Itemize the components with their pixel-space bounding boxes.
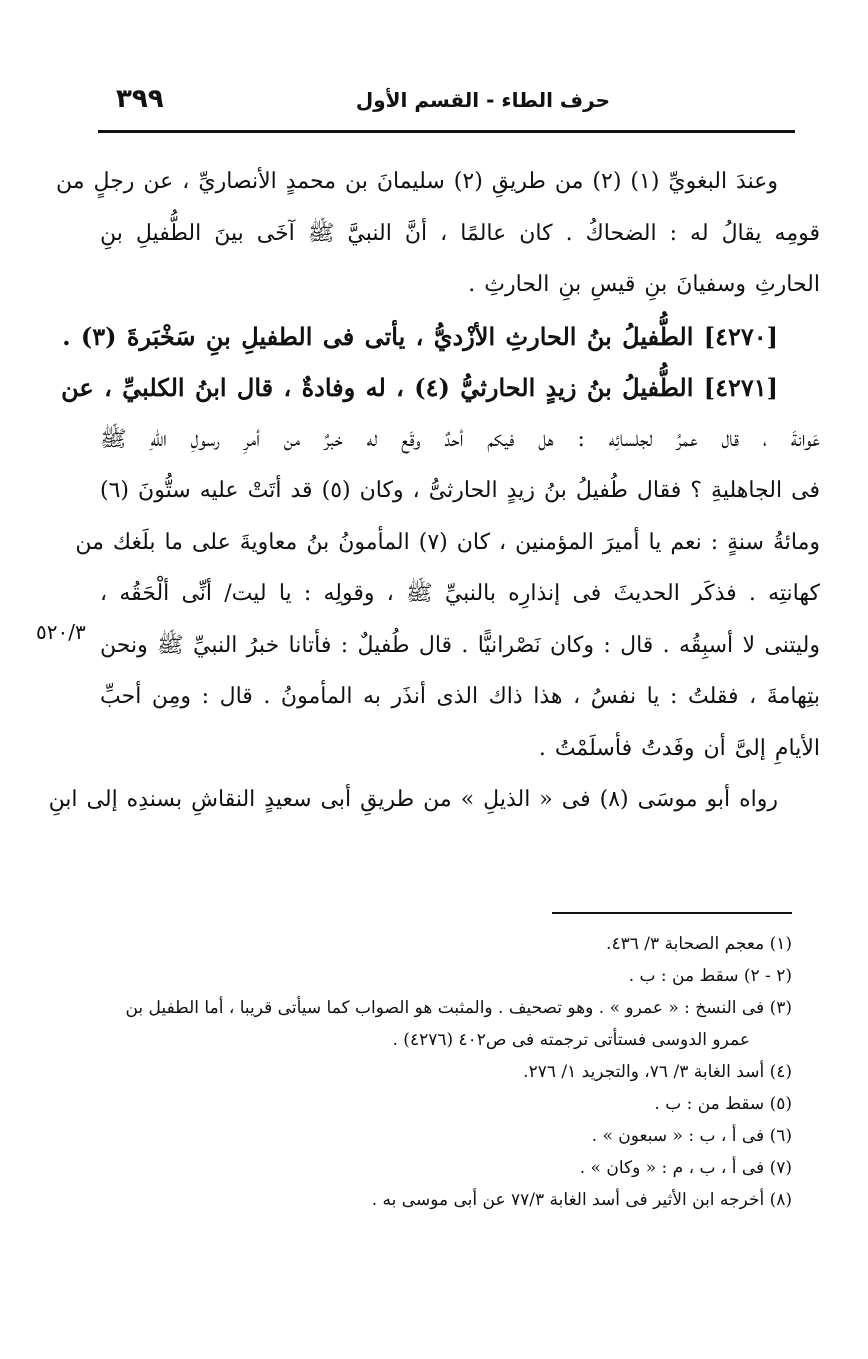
text-line: قومِه يقالُ له : الضحاكُ . كان عالمًا ، أنَّ النبيَّ ﷺ آخَى بينَ الطُّفيلِ بنِ (100, 220, 820, 246)
text-line: وعندَ البغويِّ (١) (٢) من طريقِ (٢) سليمانَ بن محمدٍ الأنصاريِّ ، عن رجلٍ من (55, 169, 778, 194)
footnote-separator (552, 912, 792, 914)
footnote-2: (٢ - ٢) سقط من : ب . (628, 966, 792, 986)
text-line: الحارثِ وسفيانَ بنِ قيسِ بنِ الحارثِ . (468, 272, 820, 297)
entry-heading-4270: [٤٢٧٠] الطُّفيلُ بنُ الحارثِ الأزْديُّ ، يأتى فى الطفيلِ بنِ سَخْبَرةَ (٣) . (62, 321, 778, 351)
footnote-1: (١) معجم الصحابة ٣/ ٤٣٦. (606, 934, 792, 954)
text-line: الأيامِ إلىَّ أن وفَدتُ فأسلَمْتُ . (538, 735, 820, 761)
text-line: كهانتِه . فذكَر الحديثَ فى إنذارِه بالنبيِّ ﷺ ، وقولِه : يا ليت/ أنِّى ألْحَقُه ، (100, 581, 820, 606)
margin-reference: ٥٢٠/٣ (36, 620, 86, 644)
footnotes (92, 928, 792, 1216)
entry-heading-4271: [٤٢٧١] الطُّفيلُ بنُ زيدٍ الحارثيُّ (٤) ، له وفادةٌ ، قال ابنُ الكلبيِّ ، عن (61, 373, 778, 402)
footnote-5: (٥) سقط من : ب . (654, 1094, 792, 1114)
text-line: وليتنى لا أسبِقُه . قال : وكان نَصْرانيًّا . قال طُفيلٌ : فأتانا خبرُ النبيِّ ﷺ ونحن (100, 632, 820, 658)
page-number: ٣٩٩ (116, 84, 164, 114)
footnote-8: (٨) أخرجه ابن الأثير فى أسد الغابة ٧٧/٣ عن أبى موسى به . (371, 1190, 792, 1210)
header-rule (98, 130, 795, 133)
text-line: ومائةُ سنةٍ : نعم يا أميرَ المؤمنين ، كان (٧) المأمونُ بنُ معاويةَ على ما بلَغك من (75, 529, 820, 555)
text-line: بتِهامةَ ، فقلتُ : يا نفسُ ، هذا ذاك الذى أنذَر به المأمونُ . قال : ومِن أحبِّ (100, 684, 820, 709)
text-line: عَوانةَ ، قال عمرُ لجلسائِه : هل فيكم أحدٌ وقَع له خبرٌ من أمرِ رسولِ اللهِ ﷺ (100, 426, 820, 452)
footnote-4: (٤) أسد الغابة ٣/ ٧٦، والتجريد ١/ ٢٧٦. (523, 1062, 792, 1082)
page-header (98, 82, 798, 118)
footnote-7: (٧) فى أ ، ب ، م : « وكان » . (579, 1158, 792, 1178)
footnote-6: (٦) فى أ ، ب : « سبعون » . (591, 1126, 792, 1146)
footnote-3: (٣) فى النسخ : « عمرو » . وهو تصحيف . والمثبت هو الصواب كما سيأتى قريبا ، أما الطفيل بن (125, 998, 792, 1018)
text-line: فى الجاهليةِ ؟ فقال طُفيلُ بنُ زيدٍ الحارثىُّ ، وكان (٥) قد أتَتْ عليه ستُّونَ (٦) (100, 478, 820, 503)
running-title: حرف الطاء - القسم الأول (355, 88, 610, 112)
footnote-3-continued: عمرو الدوسى فستأتى ترجمته فى ص٤٠٢ (٤٢٧٦) . (392, 1030, 750, 1050)
text-line: رواه أبو موسَى (٨) فى « الذيلِ » من طريقِ أبى سعيدٍ النقاشِ بسندِه إلى ابنِ (48, 787, 778, 812)
